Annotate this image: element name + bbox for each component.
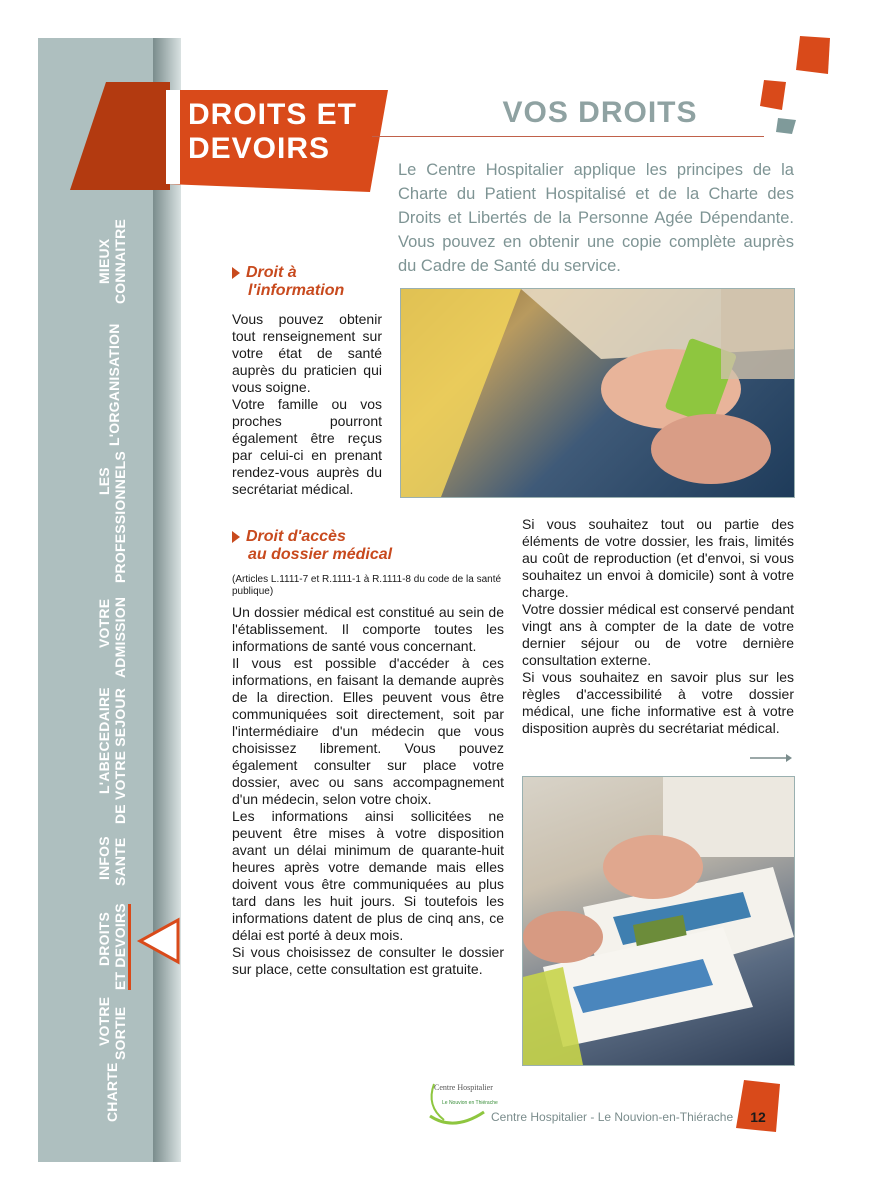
page-number: 12 xyxy=(750,1109,766,1125)
intro-paragraph: Le Centre Hospitalier applique les principes de la Charte du Patient Hospitalisé et de la Charte des Droits et Libertés de la Personne Agée Dépendante. Vous pouvez en obtenir une copie complète auprès du Cadre de Santé du service. xyxy=(398,161,794,275)
nav-item-mieux-connaitre[interactable]: MIEUX CONNAITRE xyxy=(96,218,128,304)
nav-item-charte[interactable]: CHARTE xyxy=(104,1062,120,1122)
photo-brochures-art xyxy=(523,777,794,1065)
heading-rule xyxy=(372,136,764,137)
nav-item-abecedaire[interactable]: L'ABECEDAIRE DE VOTRE SEJOUR xyxy=(96,687,128,824)
dossier-articles: (Articles L.1111-7 et R.1111-1 à R.1111-8 du code de la santé publique) xyxy=(232,574,502,597)
info-heading: Droit à l'information xyxy=(232,264,392,300)
footer-label: Centre Hospitalier - Le Nouvion-en-Thiérache xyxy=(491,1110,734,1124)
nav-item-sortie[interactable]: VOTRE SORTIE xyxy=(96,996,128,1060)
photo-brochures xyxy=(522,776,795,1066)
photo-hands-card xyxy=(400,288,795,498)
section-title: DROITS ET DEVOIRS xyxy=(188,98,358,165)
page-number-badge xyxy=(736,1080,780,1136)
dossier-body-left: Un dossier médical est constitué au sein de l'établissement. Il comporte toutes les informations de santé vous concernant. Il vous est possible d'accéder à ces informations, en faisant la demande auprès de la direction. Elles peuvent vous être communiquées soit directement, soit par l'intermédiaire d'un médecin que vous choisissez librement. Vous pouvez également consulter sur place votre dossier, avec ou sans accompagnement d'un médecin, selon votre choix. Les informations ainsi sollicitées ne peuvent être mises à votre disposition avant un délai minimum de quarante-huit heures après votre demande mais elles doivent vous être communiquées au plus tard dans les huit jours. Si toutefois les informations datent de plus de cinq ans, ce délai est porté à deux mois. Si vous choisissez de consulter le dossier sur place, cette consultation est gratuite. xyxy=(232,604,504,977)
dossier-body-right: Si vous souhaitez tout ou partie des éléments de votre dossier, les frais, limités au coût de reproduction (et d'envoi, si vous souhaitez un envoi à domicile) sont à votre charge. Votre dossier médical est conservé pendant vingt ans à compter de la date de votre dernier séjour ou de votre dernière consultation externe. Si vous souhaitez en savoir plus sur les règles d'accessibilité à votre dossier médical, une fiche informative est à votre disposition auprès du secrétariat médical. xyxy=(522,516,794,736)
dossier-heading: Droit d'accès au dossier médical xyxy=(232,528,492,564)
info-body: Vous pouvez obtenir tout renseignement sur votre état de santé auprès du praticien qui vous soigne. Votre famille ou vos proches pourront également être reçus par celui-ci en prenant rendez-vous auprès du secrétariat médical. xyxy=(232,311,382,497)
active-nav-marker xyxy=(128,904,131,990)
photo-hands-card-art xyxy=(401,289,794,497)
nav-item-professionnels[interactable]: LES PROFESSIONNELS xyxy=(96,451,128,583)
nav-item-admission[interactable]: VOTRE ADMISSION xyxy=(96,596,128,678)
bullet-icon xyxy=(232,267,240,279)
decorative-squares xyxy=(756,34,836,138)
sidebar-shadow xyxy=(153,38,181,1162)
nav-item-infos-sante[interactable]: INFOS SANTE xyxy=(96,836,128,886)
svg-text:Le Nouvion en Thiérache: Le Nouvion en Thiérache xyxy=(442,1100,498,1106)
svg-text:Centre Hospitalier: Centre Hospitalier xyxy=(434,1083,493,1092)
active-section-arrow-icon xyxy=(136,916,182,966)
page-heading: VOS DROITS xyxy=(502,96,698,129)
continue-arrow-icon xyxy=(748,752,794,764)
nav-item-droits-devoirs[interactable]: DROITS ET DEVOIRS xyxy=(96,903,128,990)
nav-item-organisation[interactable]: L'ORGANISATION xyxy=(106,323,122,446)
bullet-icon xyxy=(232,531,240,543)
hospital-logo xyxy=(424,1076,498,1132)
